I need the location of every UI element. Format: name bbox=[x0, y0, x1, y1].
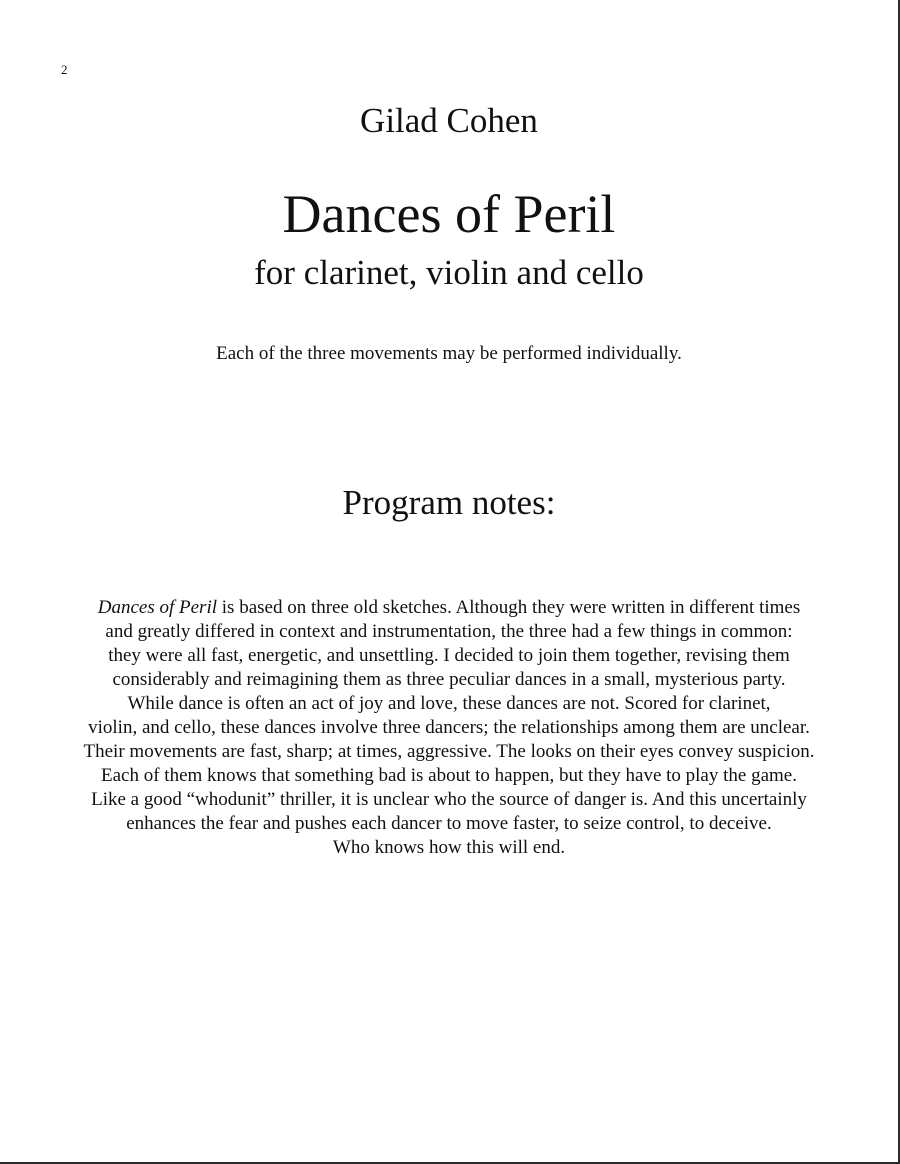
page-number: 2 bbox=[61, 62, 68, 77]
program-notes-line: enhances the fear and pushes each dancer to move faster, to seize control, to deceive. bbox=[126, 813, 772, 834]
performance-note: Each of the three movements may be performed individually. bbox=[216, 343, 682, 364]
program-notes-line: Who knows how this will end. bbox=[332, 837, 566, 858]
program-notes-line: While dance is often an act of joy and love, these dances are not. Scored for clarinet, bbox=[127, 693, 771, 714]
program-notes-line: Each of them knows that something bad is about to happen, but they have to play the game. bbox=[101, 765, 797, 786]
program-notes-line: considerably and reimagining them as three peculiar dances in a small, mysterious party. bbox=[112, 669, 786, 690]
program-notes-line: Like a good “whodunit” thriller, it is unclear who the source of danger is. And this uncertainly bbox=[91, 789, 807, 810]
composer-name: Gilad Cohen bbox=[360, 101, 538, 140]
instrumentation-subtitle: for clarinet, violin and cello bbox=[254, 253, 644, 292]
program-notes-body bbox=[0, 596, 898, 860]
program-notes-line: violin, and cello, these dances involve three dancers; the relationships among them are unclear. bbox=[88, 717, 810, 738]
program-notes-line: and greatly differed in context and instrumentation, the three had a few things in common: bbox=[105, 621, 793, 642]
program-notes-line-text: is based on three old sketches. Although they were written in different times bbox=[217, 597, 801, 618]
program-notes-line: Their movements are fast, sharp; at times, aggressive. The looks on their eyes convey suspicion. bbox=[83, 741, 815, 762]
program-notes-line: they were all fast, energetic, and unsettling. I decided to join them together, revising them bbox=[108, 645, 790, 666]
work-title-italic: Dances of Peril bbox=[97, 597, 218, 618]
work-title: Dances of Peril bbox=[282, 184, 616, 244]
program-notes-line bbox=[0, 596, 898, 620]
program-notes-heading: Program notes: bbox=[342, 483, 556, 522]
